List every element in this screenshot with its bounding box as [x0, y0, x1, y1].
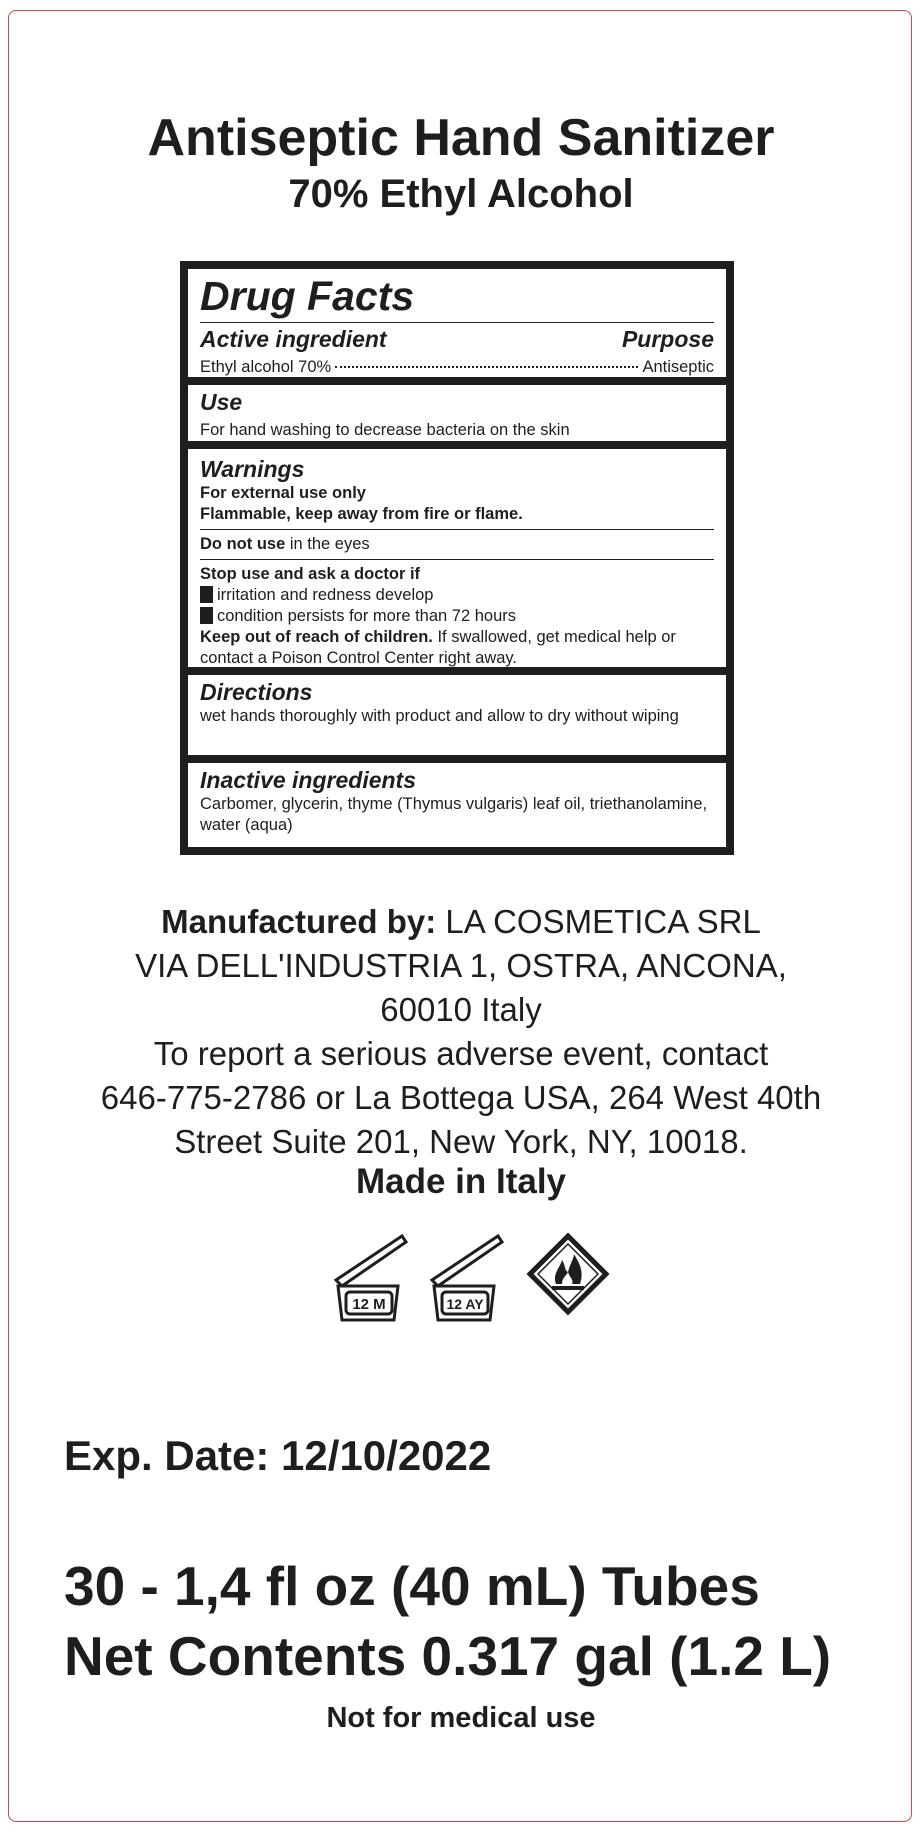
not-for-medical-use: Not for medical use	[326, 1702, 596, 1734]
net-contents: Net Contents 0.317 gal (1.2 L)	[64, 1625, 832, 1687]
manufacturer-line	[0, 900, 922, 944]
use-text: For hand washing to decrease bacteria on the skin	[200, 421, 570, 439]
directions-heading: Directions	[200, 679, 313, 705]
inactive-heading: Inactive ingredients	[200, 767, 417, 793]
flame-hazard-icon	[530, 1236, 606, 1312]
stop-bullet-1	[200, 585, 714, 606]
purpose-label: Purpose	[621, 326, 714, 352]
divider	[200, 559, 714, 560]
keep-out-text: If swallowed, get medical help or contact a Poison Control Center right away.	[200, 628, 676, 667]
active-ingredient-row	[200, 357, 714, 378]
active-ingredient-panel	[188, 269, 726, 377]
use-heading: Use	[200, 389, 243, 415]
active-ingredient-header	[200, 325, 714, 353]
warning-external: For external use only	[200, 484, 366, 502]
quantity-line: 30 - 1,4 fl oz (40 mL) Tubes	[64, 1555, 760, 1617]
drug-facts-heading: Drug Facts	[200, 273, 415, 319]
symbols-svg	[330, 1228, 612, 1328]
manufacturer-block	[0, 900, 922, 1164]
expiration-date: Exp. Date: 12/10/2022	[64, 1432, 492, 1479]
inactive-panel	[188, 763, 726, 847]
report-line-1: To report a serious adverse event, contact	[153, 1035, 769, 1072]
manufacturer-name: LA COSMETICA SRL	[436, 903, 761, 940]
symbols-row	[330, 1228, 612, 1333]
warnings-heading: Warnings	[200, 456, 305, 482]
purpose-value: Antiseptic	[642, 358, 714, 376]
active-ingredient-label: Active ingredient	[200, 326, 387, 352]
directions-text: wet hands thoroughly with product and allow to dry without wiping	[200, 707, 679, 725]
report-line-3: Street Suite 201, New York, NY, 10018.	[174, 1123, 748, 1160]
stop-bullet-text: condition persists for more than 72 hours	[217, 607, 516, 625]
do-not-use-line	[200, 534, 714, 555]
keep-out-paragraph	[200, 627, 714, 669]
product-title: Antiseptic Hand Sanitizer	[147, 109, 775, 167]
pao-12m-label: 12 M	[352, 1296, 386, 1313]
stop-bullet-2	[200, 606, 714, 627]
drug-facts-box	[180, 261, 734, 855]
pao-12ay-label: 12 AY	[446, 1296, 484, 1312]
address-line-2: 60010 Italy	[380, 991, 542, 1028]
warning-flammable: Flammable, keep away from fire or flame.	[200, 505, 523, 523]
use-panel	[188, 385, 726, 441]
divider	[200, 322, 714, 323]
dot-leader	[335, 366, 638, 368]
keep-out-label: Keep out of reach of children.	[200, 628, 433, 646]
do-not-use-label: Do not use	[200, 535, 286, 553]
product-subtitle: 70% Ethyl Alcohol	[288, 172, 634, 216]
made-in-italy: Made in Italy	[355, 1162, 567, 1201]
report-line-2: 646-775-2786 or La Bottega USA, 264 West 40th	[100, 1079, 822, 1116]
do-not-use-text: in the eyes	[285, 535, 370, 553]
manufacturer-label: Manufactured by:	[161, 903, 437, 940]
address-line-1: VIA DELL'INDUSTRIA 1, OSTRA, ANCONA,	[135, 947, 787, 984]
bullet-icon	[200, 586, 213, 603]
active-ingredient-value: Ethyl alcohol 70%	[200, 358, 332, 376]
divider	[200, 529, 714, 530]
stop-bullet-text: irritation and redness develop	[217, 586, 434, 604]
directions-panel	[188, 675, 726, 755]
inactive-text: Carbomer, glycerin, thyme (Thymus vulgaris) leaf oil, triethanolamine, water (aqua)	[200, 795, 708, 834]
bullet-icon	[200, 607, 213, 624]
warnings-panel	[188, 449, 726, 667]
stop-use-label: Stop use and ask a doctor if	[200, 565, 421, 583]
